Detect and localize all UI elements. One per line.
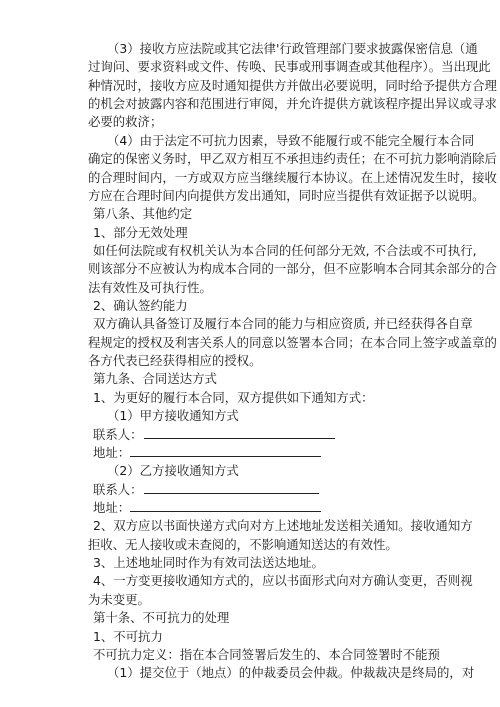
text-line: 确定的保密义务时，甲乙双方相互不承担违约责任；在不可抗力影响消除后 bbox=[88, 151, 497, 167]
text-line: 程规定的授权及利害关系人的同意以签署本合同；在本合同上签字或盖章的 bbox=[88, 334, 497, 350]
contact-fill-line[interactable] bbox=[144, 438, 335, 439]
address-fill-line[interactable] bbox=[130, 511, 321, 512]
text-line: 2、双方应以书面快递方式向对方上述地址发送相关通知。接收通知方 bbox=[93, 518, 473, 534]
address-fill-line[interactable] bbox=[130, 456, 321, 457]
text-line: 不可抗力定义：指在本合同签署后发生的、本合同签署时不能预 bbox=[93, 646, 440, 662]
text-line: （3）接收方应法院或其它法律'行政管理部门要求披露保密信息（通 bbox=[107, 41, 478, 56]
text-line: 方应在合理时间内向提供方发出通知，同时应当提供有效证据予以说明。 bbox=[88, 187, 485, 203]
text-line: 的机会对披露内容和范围进行审阅，并允许提供方就该程序提出异议或寻求 bbox=[88, 96, 497, 112]
subsection-heading: 2、确认签约能力 bbox=[93, 298, 188, 314]
section-heading: 第十条、不可抗力的处理 bbox=[93, 610, 230, 626]
section-heading: 第八条、其他约定 bbox=[93, 206, 193, 222]
contact-label: 联系人： bbox=[93, 426, 143, 442]
subsection-heading: 1、部分无效处理 bbox=[93, 224, 188, 240]
text-line: 如任何法院或有权机关认为本合同的任何部分无效, 不合法或不可执行, bbox=[93, 242, 477, 258]
text-line: 为未变更。 bbox=[88, 591, 150, 607]
text-line: 的合理时间内，一方或双方应当继续履行本协议。在上述情况发生时，接收 bbox=[88, 169, 497, 185]
text-line: 则该部分不应被认为构成本合同的一部分，但不应影响本合同其余部分的合 bbox=[88, 261, 497, 277]
notice-party-b-heading: （2）乙方接收通知方式 bbox=[107, 463, 239, 479]
address-label: 地址： bbox=[93, 500, 131, 515]
text-line: 3、上述地址同时作为有效司法送达地址。 bbox=[93, 555, 324, 571]
text-line: 法有效性及可执行性。 bbox=[88, 279, 212, 295]
contact-label: 联系人： bbox=[93, 481, 143, 497]
section-heading: 第九条、合同送达方式 bbox=[93, 371, 217, 387]
text-line: （4）由于法定不可抗力因素，导致不能履行或不能完全履行本合同 bbox=[107, 132, 475, 148]
text-line: 各方代表已经获得相应的授权。 bbox=[88, 353, 262, 369]
text-line: 4、一方变更接收通知方式的，应以书面形式向对方确认变更，否则视 bbox=[93, 573, 473, 589]
text-line: 过询问、要求资料或文件、传唤、民事或刑事调查或其他程序）。当出现此 bbox=[88, 59, 491, 75]
subsection-heading: 1、不可抗力 bbox=[93, 628, 163, 644]
text-line: （1）提交位于（地点）的仲裁委员会仲裁。仲裁裁决是终局的，对 bbox=[107, 665, 475, 681]
text-line: 必要的救济； bbox=[88, 114, 163, 130]
text-line: 种情况时，接收方应及时通知提供方并做出必要说明，同时给予提供方合理 bbox=[88, 77, 497, 93]
address-label: 地址： bbox=[93, 444, 131, 460]
text-line: 1、为更好的履行本合同，双方提供如下通知方式： bbox=[93, 389, 374, 405]
text-line: 拒收、无人接收或未查阅的，不影响通知送达的有效性。 bbox=[88, 536, 398, 552]
text-line: 双方确认具备签订及履行本合同的能力与相应资质, 并已经获得各自章 bbox=[93, 316, 473, 332]
contact-fill-line[interactable] bbox=[144, 493, 319, 494]
notice-party-a-heading: （1）甲方接收通知方式 bbox=[107, 408, 239, 424]
